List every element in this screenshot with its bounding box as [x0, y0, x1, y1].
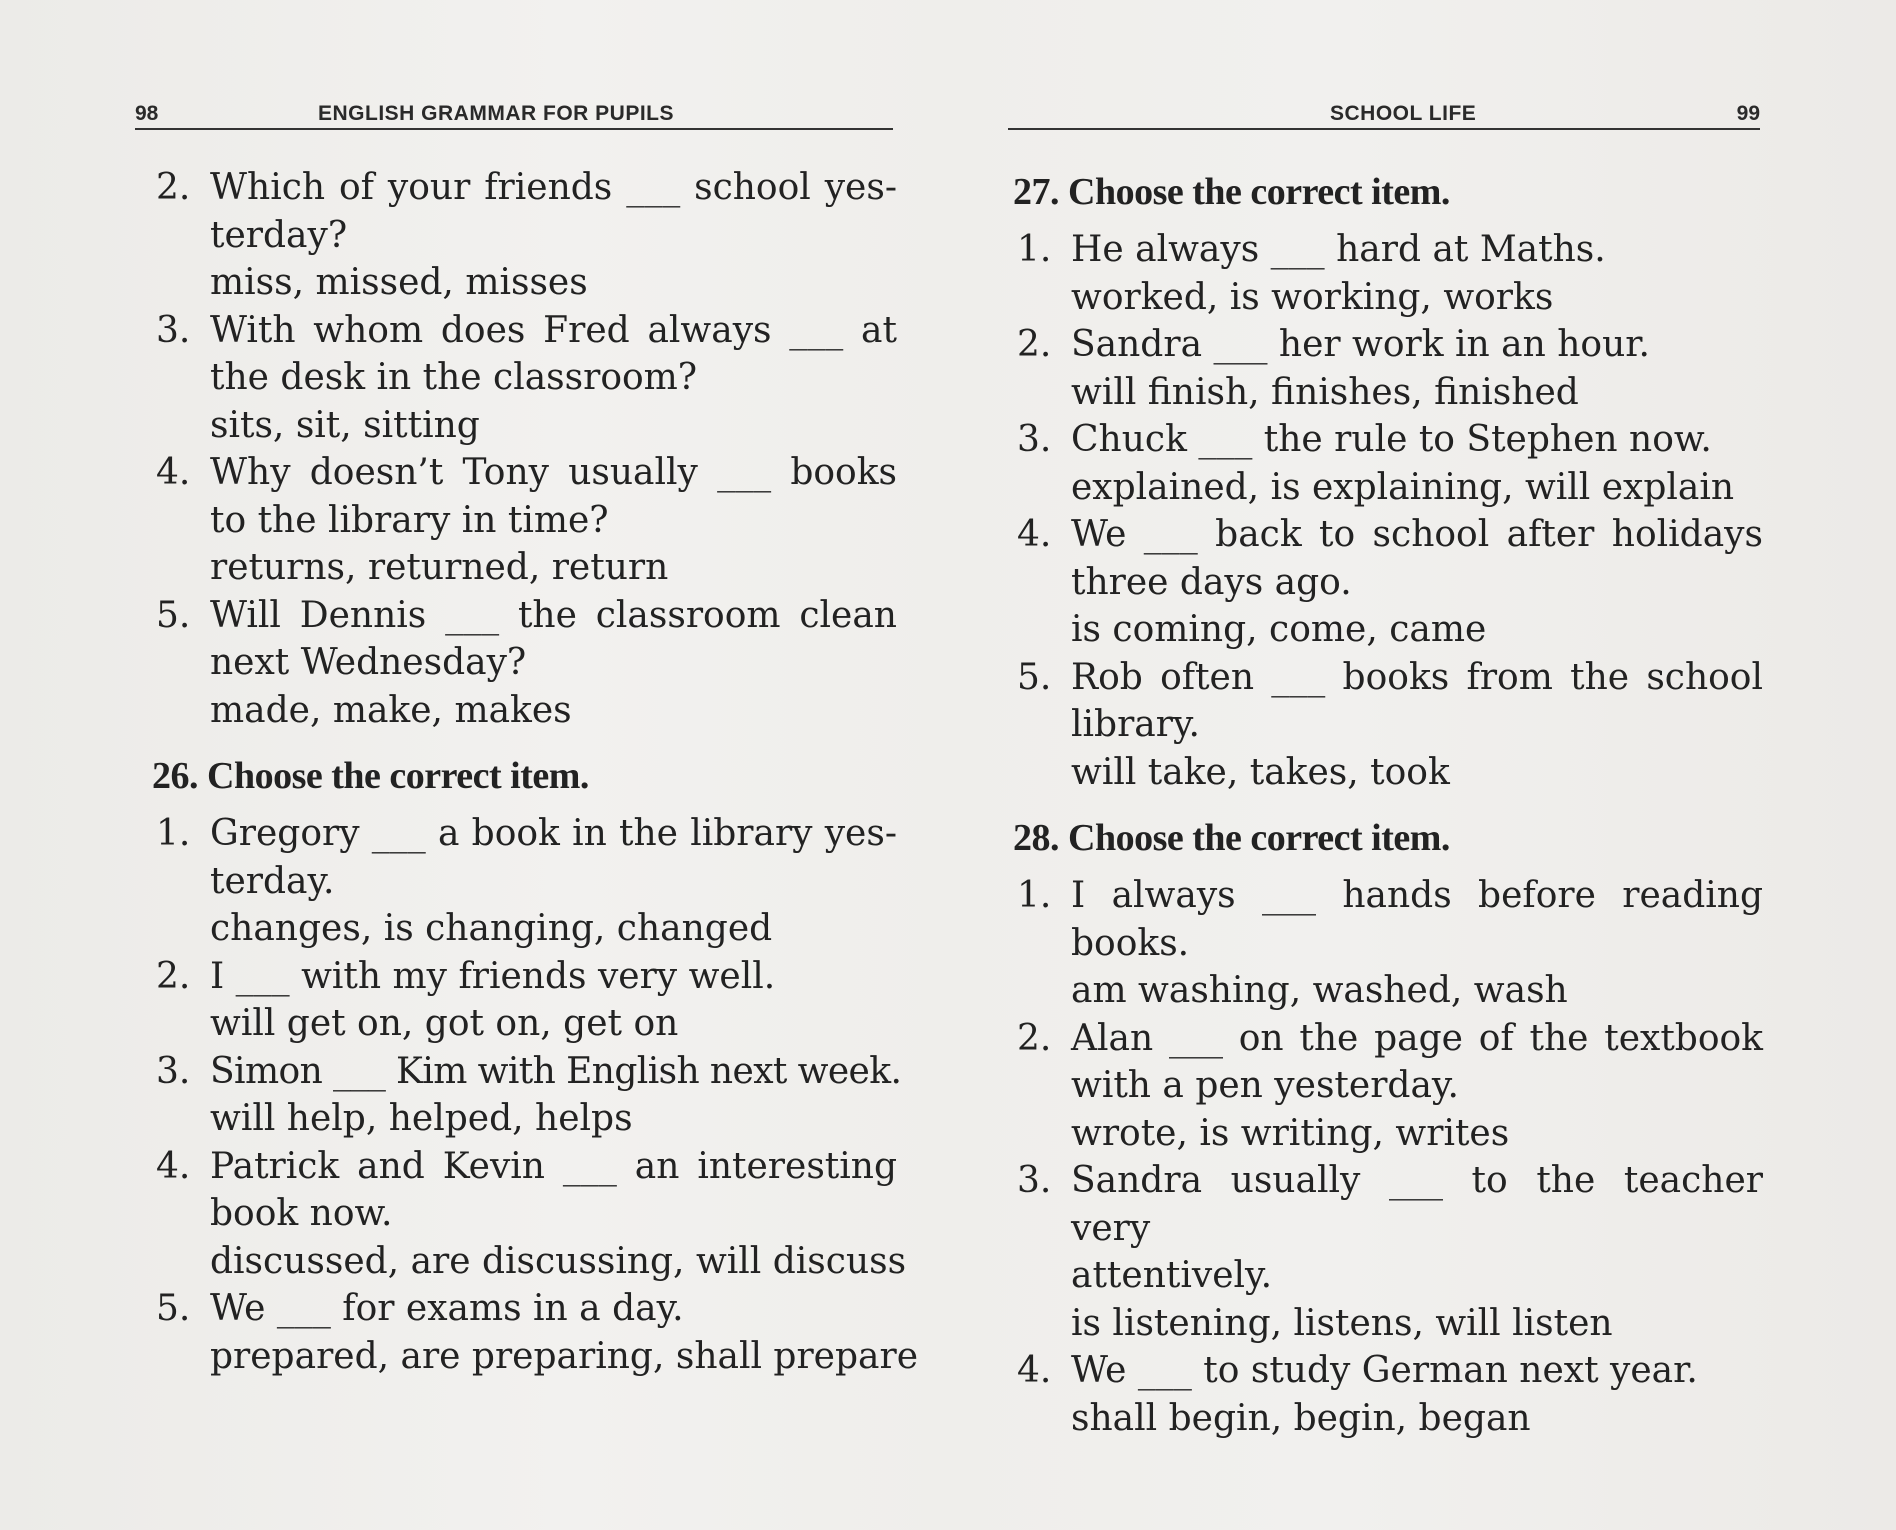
- item-number: 3.: [1017, 1160, 1052, 1201]
- item-line: I ___ with my friends very well.: [210, 955, 776, 997]
- exercise-title: 27. Choose the correct item.: [1013, 171, 1450, 213]
- item-line: He always ___ hard at Maths.: [1071, 229, 1606, 270]
- exercise-item: [152, 592, 897, 735]
- item-line: With whom does Fred always ___ at: [210, 309, 897, 351]
- item-options: is coming, come, came: [1071, 609, 1487, 650]
- item-number: 3.: [156, 309, 191, 351]
- exercise-item: [152, 953, 897, 1048]
- item-line: We ___ for exams in a day.: [210, 1288, 684, 1329]
- item-options: wrote, is writing, writes: [1071, 1112, 1510, 1154]
- item-number: 3.: [1017, 419, 1052, 460]
- item-number: 5.: [156, 594, 191, 636]
- item-line: Gregory ___ a book in the library yes-: [210, 813, 897, 854]
- exercise-27-items: [1013, 226, 1763, 796]
- continued-items: [152, 164, 897, 734]
- exercise-item: [1013, 872, 1763, 1015]
- exercise-item: [152, 164, 897, 307]
- item-options: will help, helped, helps: [210, 1098, 633, 1139]
- item-number: 1.: [1017, 875, 1052, 916]
- header-rule: [1008, 128, 1760, 130]
- item-options: returns, returned, return: [210, 547, 669, 588]
- item-number: 2.: [1017, 324, 1052, 365]
- header-rule: [135, 128, 893, 130]
- item-line: Sandra usually ___ to the teacher very: [1071, 1160, 1763, 1249]
- item-line: Simon ___ Kim with English next week.: [210, 1050, 902, 1092]
- item-options: miss, missed, misses: [210, 262, 588, 303]
- exercise-item: [1013, 1015, 1763, 1158]
- item-options: changes, is changing, changed: [210, 908, 773, 949]
- item-number: 1.: [1017, 229, 1052, 270]
- item-line: to the library in time?: [210, 499, 609, 541]
- item-line: Alan ___ on the page of the textbook: [1071, 1017, 1763, 1059]
- item-number: 2.: [156, 955, 191, 997]
- item-options: made, make, makes: [210, 689, 572, 731]
- item-options: worked, is working, works: [1071, 276, 1554, 318]
- item-line: terday?: [210, 214, 348, 256]
- left-page-header: [135, 100, 893, 130]
- item-options: will finish, finishes, finished: [1071, 371, 1579, 413]
- right-page: [948, 0, 1896, 1530]
- item-line: Which of your friends ___ school yes-: [210, 167, 897, 208]
- exercise-item: [1013, 226, 1763, 321]
- exercise-item: [1013, 321, 1763, 416]
- item-options: is listening, listens, will listen: [1071, 1302, 1613, 1344]
- item-number: 1.: [156, 813, 191, 854]
- exercise-title: 28. Choose the correct item.: [1013, 817, 1450, 859]
- exercise-item: [1013, 1347, 1763, 1442]
- item-options: prepared, are preparing, shall prepare: [210, 1335, 919, 1377]
- page-number: 98: [135, 102, 159, 125]
- item-number: 2.: [156, 167, 191, 208]
- item-line: Why doesn’t Tony usually ___ books: [210, 452, 897, 493]
- item-line: Will Dennis ___ the classroom clean: [210, 594, 897, 636]
- item-options: sits, sit, sitting: [210, 404, 480, 446]
- item-line: next Wednesday?: [210, 642, 527, 683]
- item-line: attentively.: [1071, 1255, 1273, 1296]
- exercise-28-items: [1013, 872, 1763, 1442]
- item-options: am washing, washed, wash: [1071, 970, 1568, 1011]
- exercise-item: [152, 1048, 902, 1143]
- exercise-item: [1013, 511, 1763, 654]
- exercise-item: [152, 449, 897, 592]
- exercise-item: [152, 1143, 907, 1286]
- item-number: 4.: [156, 1145, 191, 1187]
- running-title: ENGLISH GRAMMAR FOR PUPILS: [318, 102, 675, 125]
- item-number: 4.: [1017, 514, 1052, 555]
- item-options: discussed, are discussing, will discuss: [210, 1240, 907, 1282]
- left-page-content: [152, 164, 919, 1380]
- item-line: books.: [1071, 922, 1190, 964]
- exercise-item: [1013, 1157, 1763, 1347]
- item-line: We ___ to study German next year.: [1071, 1350, 1698, 1391]
- page-number: 99: [1736, 102, 1760, 125]
- item-options: will take, takes, took: [1071, 751, 1450, 793]
- item-line: We ___ back to school after holidays: [1071, 514, 1763, 555]
- exercise-item: [152, 810, 897, 953]
- item-line: book now.: [210, 1193, 393, 1234]
- item-number: 3.: [156, 1050, 191, 1092]
- item-line: the desk in the classroom?: [210, 357, 698, 398]
- exercise-title: 26. Choose the correct item.: [152, 755, 589, 797]
- item-line: I always ___ hands before reading: [1071, 875, 1763, 916]
- exercise-item: [1013, 654, 1763, 797]
- exercise-26-items: [152, 810, 919, 1380]
- item-line: Rob often ___ books from the school: [1071, 656, 1763, 698]
- item-line: Chuck ___ the rule to Stephen now.: [1071, 419, 1712, 460]
- item-options: explained, is explaining, will explain: [1071, 466, 1735, 508]
- item-line: library.: [1071, 704, 1200, 745]
- item-options: will get on, got on, get on: [210, 1003, 679, 1044]
- exercise-item: [152, 1285, 919, 1380]
- right-page-header: [1008, 100, 1760, 130]
- item-number: 4.: [1017, 1350, 1052, 1391]
- item-line: Sandra ___ her work in an hour.: [1071, 324, 1650, 365]
- running-title: SCHOOL LIFE: [1330, 102, 1477, 125]
- exercise-item: [1013, 416, 1763, 511]
- item-line: Patrick and Kevin ___ an interesting: [210, 1145, 897, 1187]
- item-line: three days ago.: [1071, 561, 1352, 603]
- exercise-item: [152, 307, 897, 450]
- item-line: with a pen yesterday.: [1071, 1065, 1459, 1106]
- item-number: 2.: [1017, 1017, 1052, 1059]
- item-line: terday.: [210, 860, 335, 902]
- item-number: 5.: [156, 1288, 191, 1329]
- right-page-content: [1013, 164, 1763, 1442]
- item-number: 5.: [1017, 656, 1052, 698]
- item-number: 4.: [156, 452, 191, 493]
- item-options: shall begin, begin, began: [1071, 1397, 1531, 1439]
